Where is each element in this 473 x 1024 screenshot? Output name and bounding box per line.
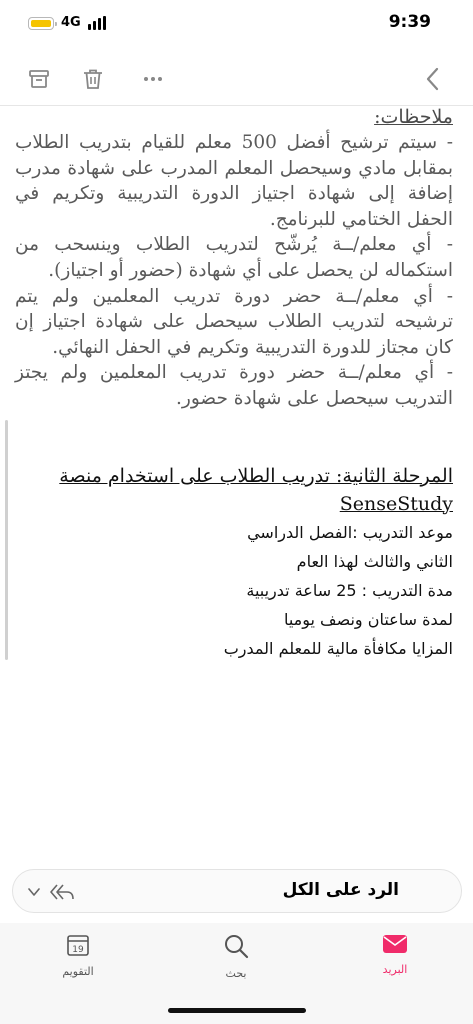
reply-all-icon [49, 881, 75, 903]
note-item: - أي معلم/ــة يُرشّح لتدريب الطلاب وينسحب من استكماله لن يحصل على أي شهادة (حضور أو اجتياز). [15, 234, 453, 281]
info-line: المزايا مكافأة مالية للمعلم المدرب [223, 638, 453, 658]
note-item: - أي معلم/ــة حضر دورة تدريب المعلمين ولم يتم ترشيحه لتدريب الطلاب سيحصل على شهادة اجتياز إن كان مجتاز للدورة التدريبية وتكريم في الحفل النهائي. [15, 285, 453, 358]
network-label: 4G [61, 15, 81, 30]
battery-icon [28, 17, 54, 30]
note-item: - سيتم ترشيح أفضل 500 معلم للقيام بتدريب الطلاب بمقابل مادي وسيحصل المعلم المدرب على شهادة مدرب إضافة إلى شهادة اجتياز الدورة التدريبية وتكريم في الحفل الختامي للبرنامج. [15, 132, 454, 230]
scrollbar[interactable] [5, 420, 8, 660]
chevron-down-icon[interactable] [27, 885, 41, 899]
chevron-left-icon[interactable] [420, 66, 446, 92]
tab-mail-label: البريد [382, 963, 408, 976]
info-line: لمدة ساعتان ونصف يوميا [283, 609, 453, 629]
more-icon[interactable] [140, 66, 166, 92]
tab-search[interactable] [196, 933, 276, 980]
tab-mail[interactable] [355, 933, 435, 976]
tab-search-label: بحث [225, 967, 247, 980]
clock: 9:39 [388, 12, 431, 32]
message-body [15, 104, 453, 663]
stage-title: المرحلة الثانية: تدريب الطلاب على استخدام منصة SenseStudy [59, 464, 453, 515]
reply-all-label: الرد على الكل [282, 880, 399, 900]
info-line: الثاني والثالث لهذا العام [296, 551, 453, 571]
notes-heading: ملاحظات: [374, 106, 453, 128]
trash-icon[interactable] [80, 66, 106, 92]
status-bar [0, 0, 473, 50]
info-line: موعد التدريب :الفصل الدراسي [247, 522, 453, 542]
tab-calendar[interactable] [38, 933, 118, 978]
search-icon [223, 933, 249, 959]
info-line: مدة التدريب : 25 ساعة تدريبية [246, 580, 453, 600]
signal-icon [88, 16, 108, 30]
calendar-day: 19 [72, 945, 84, 955]
reply-all-bar[interactable] [12, 869, 462, 913]
mail-icon [382, 933, 408, 955]
note-item: - أي معلم/ــة حضر دورة تدريب المعلمين ولم يجتز التدريب سيحصل على شهادة حضور. [15, 362, 453, 409]
home-indicator [168, 1008, 306, 1013]
tab-calendar-label: التقويم [62, 965, 94, 978]
tab-bar [0, 923, 473, 1024]
message-toolbar [0, 56, 473, 104]
calendar-icon [66, 933, 90, 957]
archive-icon[interactable] [26, 66, 52, 92]
